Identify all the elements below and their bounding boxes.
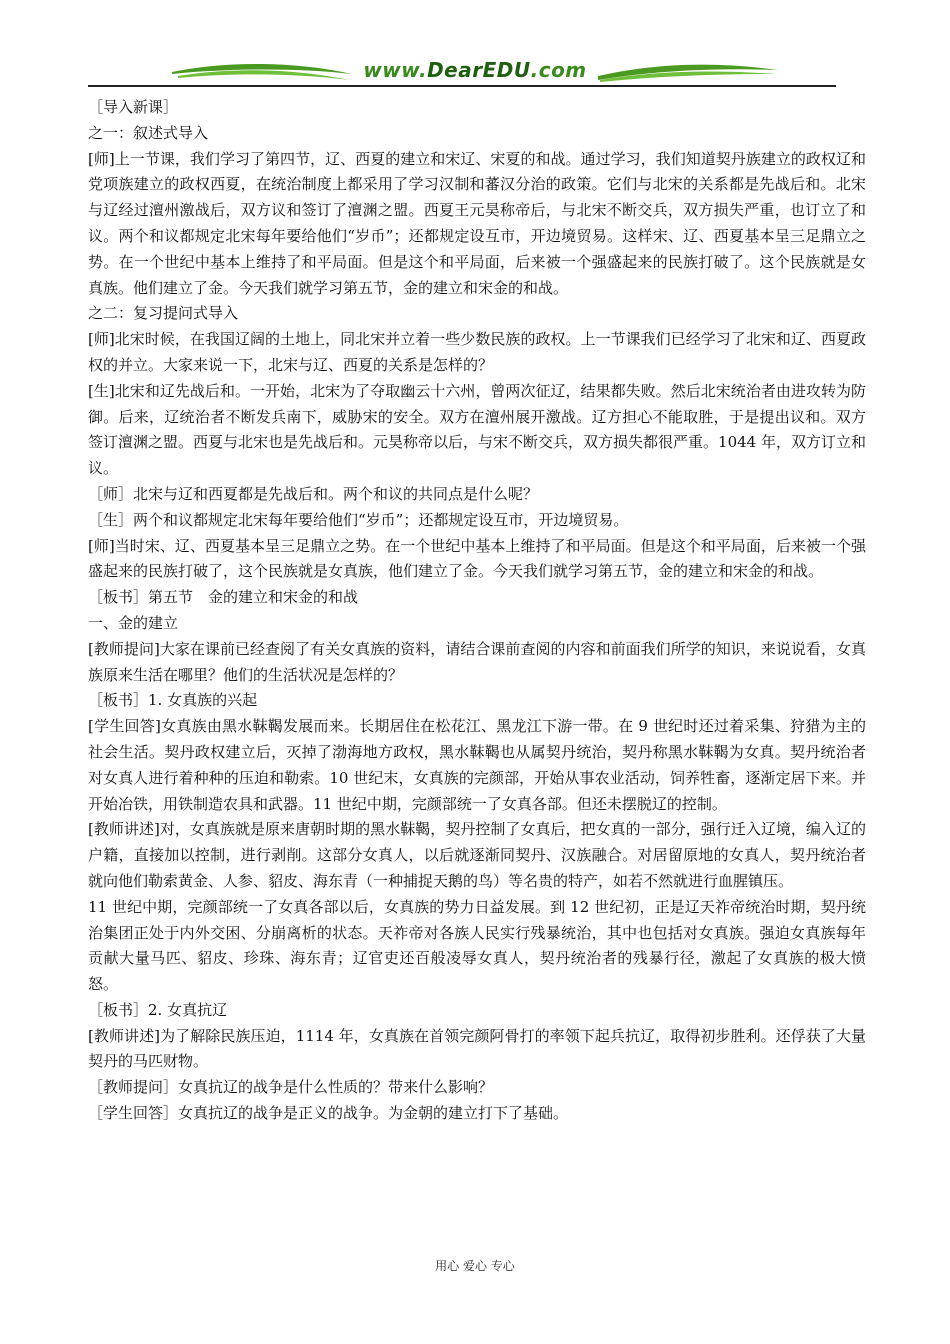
paragraph: ［板书］第五节 金的建立和宋金的和战 xyxy=(88,588,359,607)
document-body xyxy=(88,95,866,1127)
paragraph: 一、金的建立 xyxy=(88,613,179,632)
paragraph: ［教师提问］女真抗辽的战争是什么性质的？带来什么影响？ xyxy=(88,1078,494,1097)
paragraph: ［导入新课］ xyxy=(88,98,179,116)
paragraph: ［板书］2. 女真抗辽 xyxy=(88,1000,228,1019)
header-rule xyxy=(88,85,836,87)
brand-prefix: www. xyxy=(363,58,428,82)
brand-name: DearEDU xyxy=(427,58,531,82)
paragraph: ［师］北宋与辽和西夏都是先战后和。两个和议的共同点是什么呢？ xyxy=(88,484,539,503)
paragraph: [教师讲述]对，女真族就是原来唐朝时期的黑水靺鞨，契丹控制了女真后，把女真的一部分，强行迁入辽境，编入辽的户籍，直接加以控制，进行剥削。这部分女真人，以后就逐渐同契丹、汉族融合。对居留原地的女真人，契丹统治者就向他们勒索黄金、人参、貂皮、海东青（一种捕捉天鹅的鸟）等名贵的特产，如若不然就进行血腥镇压。 xyxy=(88,820,866,890)
paragraph: [教师提问]大家在课前已经查阅了有关女真族的资料，请结合课前查阅的内容和前面我们所学的知识，来说说看，女真族原来生活在哪里？他们的生活状况是怎样的？ xyxy=(88,639,866,684)
paragraph: [师]上一节课，我们学习了第四节，辽、西夏的建立和宋辽、宋夏的和战。通过学习，我们知道契丹族建立的政权辽和党项族建立的政权西夏，在统治制度上都采用了学习汉制和蕃汉分治的政策。它们与北宋的关系都是先战后和。北宋与辽经过澶州激战后，双方议和签订了澶渊之盟。西夏王元昊称帝后，与北宋不断交兵，双方损失严重，也订立了和议。两个和议都规定北宋每年要给他们“岁币”；还都规定设互市，开边境贸易。这样宋、辽、西夏基本呈三足鼎立之势。在一个世纪中基本上维持了和平局面。但是这个和平局面，后来被一个强盛起来的民族打破了。这个民族就是女真族。他们建立了金。今天我们就学习第五节，金的建立和宋金的和战。 xyxy=(88,149,866,297)
paragraph: 之一：叙述式导入 xyxy=(88,123,209,142)
paragraph: ［生］两个和议都规定北宋每年要给他们“岁币”；还都规定设互市，开边境贸易。 xyxy=(88,510,629,529)
page-header xyxy=(0,0,950,95)
paragraph: 11 世纪中期，完颜部统一了女真各部以后，女真族的势力日益发展。到 12 世纪初，正是辽天祚帝统治时期，契丹统治集团正处于内外交困、分崩离析的状态。天祚帝对各族人民实行残暴统治，其中也包括对女真族。强迫女真族每年贡献大量马匹、貂皮、珍珠、海东青；辽官吏还百般凌辱女真人，契丹统治者的残暴行径，激起了女真族的极大愤怒。 xyxy=(88,897,866,994)
paragraph: [师]北宋时候，在我国辽阔的土地上，同北宋并立着一些少数民族的政权。上一节课我们已经学习了北宋和辽、西夏政权的并立。大家来说一下，北宋与辽、西夏的关系是怎样的？ xyxy=(88,330,866,374)
paragraph: [师]当时宋、辽、西夏基本呈三足鼎立之势。在一个世纪中基本上维持了和平局面。但是这个和平局面，后来被一个强盛起来的民族打破了，这个民族就是女真族，他们建立了金。今天我们就学习第五节，金的建立和宋金的和战。 xyxy=(88,536,866,581)
paragraph: ［板书］1. 女真族的兴起 xyxy=(88,691,258,710)
paragraph: [教师讲述]为了解除民族压迫，1114 年，女真族在首领完颜阿骨打的率领下起兵抗辽，取得初步胜利。还俘获了大量契丹的马匹财物。 xyxy=(88,1026,866,1071)
site-brand xyxy=(0,58,950,82)
page-footer: 用心 爱心 专心 xyxy=(435,1259,515,1273)
paragraph: [学生回答]女真族由黑水靺鞨发展而来。长期居住在松花江、黑龙江下游一带。在 9 世纪时还过着采集、狩猎为主的社会生活。契丹政权建立后，灭掉了渤海地方政权，黑水靺鞨也从属契丹统治，契丹称黑水靺鞨为女真。契丹统治者对女真人进行着种种的压迫和勒索。10 世纪末，女真族的完颜部，开始从事农业活动，饲养牲畜，逐渐定居下来。并开始冶铁，用铁制造农具和武器。11 世纪中期，完颜部统一了女真各部。但还未摆脱辽的控制。 xyxy=(88,717,866,813)
brand-suffix: .com xyxy=(530,58,587,82)
paragraph: ［学生回答］女真抗辽的战争是正义的战争。为金朝的建立打下了基础。 xyxy=(88,1104,569,1123)
paragraph: [生]北宋和辽先战后和。一开始，北宋为了夺取幽云十六州，曾两次征辽，结果都失败。然后北宋统治者由进攻转为防御。后来，辽统治者不断发兵南下，威胁宋的安全。双方在澶州展开激战。辽方担心不能取胜，于是提出议和。双方签订澶渊之盟。西夏与北宋也是先战后和。元昊称帝以后，与宋不断交兵，双方损失都很严重。1044 年，双方订立和议。 xyxy=(88,381,866,478)
paragraph: 之二：复习提问式导入 xyxy=(88,304,239,323)
